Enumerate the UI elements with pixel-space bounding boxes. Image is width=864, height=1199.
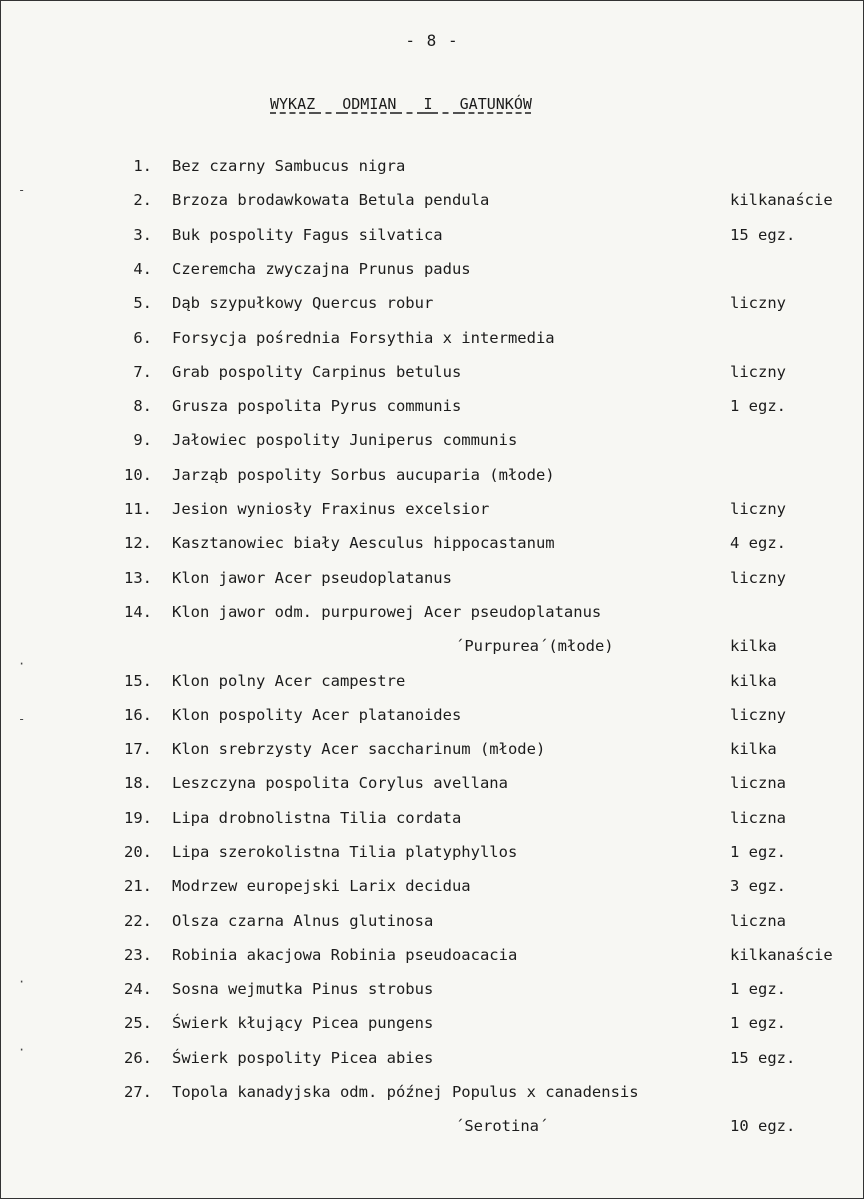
list-item [0,772,864,794]
species-name: Jałowiec pospolity Juniperus communis [172,431,518,449]
item-number: 18. [124,774,152,792]
quantity: 3 egz. [730,877,786,895]
quantity: kilkanaście [730,946,833,964]
species-name: Lipa drobnolistna Tilia cordata [172,809,462,827]
list-item [0,738,864,760]
species-name: Świerk pospolity Picea abies [172,1049,434,1067]
quantity: liczny [730,294,786,312]
margin-mark: · [18,975,26,989]
list-item [0,498,864,520]
species-name: Klon jawor Acer pseudoplatanus [172,569,452,587]
quantity: kilka [730,740,777,758]
species-name: Świerk kłujący Picea pungens [172,1014,434,1032]
list-item [0,978,864,1000]
item-number: 26. [124,1049,152,1067]
list-item [0,1081,864,1103]
species-name: Brzoza brodawkowata Betula pendula [172,191,490,209]
item-number: 6. [133,329,152,347]
list-item [0,464,864,486]
quantity: 1 egz. [730,397,786,415]
species-name: ´Serotina´ [455,1117,549,1135]
quantity: 4 egz. [730,534,786,552]
item-number: 24. [124,980,152,998]
list-item [0,601,864,623]
item-number: 25. [124,1014,152,1032]
species-name: Leszczyna pospolita Corylus avellana [172,774,508,792]
list-item [0,224,864,246]
species-name: Olsza czarna Alnus glutinosa [172,912,434,930]
list-item [0,429,864,451]
quantity: liczna [730,912,786,930]
quantity: 1 egz. [730,980,786,998]
list-item [0,361,864,383]
species-name: Grusza pospolita Pyrus communis [172,397,462,415]
list-item [0,910,864,932]
quantity: liczny [730,363,786,381]
quantity: 15 egz. [730,1049,796,1067]
quantity: kilka [730,637,777,655]
item-number: 3. [133,226,152,244]
list-item [0,189,864,211]
quantity: 15 egz. [730,226,796,244]
list-item [0,841,864,863]
item-number: 17. [124,740,152,758]
item-number: 10. [124,466,152,484]
species-name: Jesion wyniosły Fraxinus excelsior [172,500,490,518]
list-item [0,327,864,349]
item-number: 11. [124,500,152,518]
species-name: Dąb szypułkowy Quercus robur [172,294,434,312]
species-name: ´Purpurea´(młode) [455,637,614,655]
item-number: 13. [124,569,152,587]
list-item-continuation [0,635,864,657]
list-item [0,807,864,829]
quantity: liczna [730,774,786,792]
list-item [0,704,864,726]
species-name: Kasztanowiec biały Aesculus hippocastanum [172,534,555,552]
species-name: Sosna wejmutka Pinus strobus [172,980,434,998]
margin-mark: - [18,183,26,197]
item-number: 2. [133,191,152,209]
item-number: 22. [124,912,152,930]
page-number: - 8 - [405,31,459,50]
list-item [0,155,864,177]
list-item [0,1012,864,1034]
species-name: Lipa szerokolistna Tilia platyphyllos [172,843,518,861]
title-word-i: I [423,95,433,113]
title-word-gatunkow: GATUNKÓW [459,95,532,113]
list-item [0,395,864,417]
quantity: kilkanaście [730,191,833,209]
item-number: 5. [133,294,152,312]
margin-mark: · [18,657,26,671]
quantity: 1 egz. [730,843,786,861]
quantity: kilka [730,672,777,690]
item-number: 19. [124,809,152,827]
list-item-continuation [0,1115,864,1137]
quantity: liczna [730,809,786,827]
document-title [270,95,532,113]
item-number: 21. [124,877,152,895]
species-name: Buk pospolity Fagus silvatica [172,226,443,244]
item-number: 16. [124,706,152,724]
title-word-wykaz: WYKAZ [270,95,316,113]
species-name: Czeremcha zwyczajna Prunus padus [172,260,471,278]
item-number: 8. [133,397,152,415]
margin-mark: - [18,712,26,726]
item-number: 1. [133,157,152,175]
item-number: 15. [124,672,152,690]
species-name: Forsycja pośrednia Forsythia x intermedia [172,329,555,347]
species-name: Modrzew europejski Larix decidua [172,877,471,895]
list-item [0,258,864,280]
item-number: 20. [124,843,152,861]
species-name: Klon pospolity Acer platanoides [172,706,462,724]
item-number: 14. [124,603,152,621]
species-name: Grab pospolity Carpinus betulus [172,363,462,381]
quantity: liczny [730,706,786,724]
quantity: 1 egz. [730,1014,786,1032]
species-name: Topola kanadyjska odm. późnej Populus x canadensis [172,1083,639,1101]
species-name: Jarząb pospolity Sorbus aucuparia (młode) [172,466,555,484]
item-number: 27. [124,1083,152,1101]
species-name: Klon polny Acer campestre [172,672,406,690]
list-item [0,1047,864,1069]
species-name: Robinia akacjowa Robinia pseudoacacia [172,946,518,964]
species-name: Bez czarny Sambucus nigra [172,157,406,175]
item-number: 7. [133,363,152,381]
species-name: Klon srebrzysty Acer saccharinum (młode) [172,740,546,758]
list-item [0,875,864,897]
list-item [0,292,864,314]
margin-mark: · [18,1043,26,1057]
item-number: 4. [133,260,152,278]
item-number: 23. [124,946,152,964]
item-number: 12. [124,534,152,552]
list-item [0,532,864,554]
title-word-odmian: ODMIAN [342,95,397,113]
species-name: Klon jawor odm. purpurowej Acer pseudoplatanus [172,603,602,621]
quantity: liczny [730,569,786,587]
list-item [0,944,864,966]
item-number: 9. [133,431,152,449]
quantity: liczny [730,500,786,518]
quantity: 10 egz. [730,1117,796,1135]
list-item [0,670,864,692]
list-item [0,567,864,589]
